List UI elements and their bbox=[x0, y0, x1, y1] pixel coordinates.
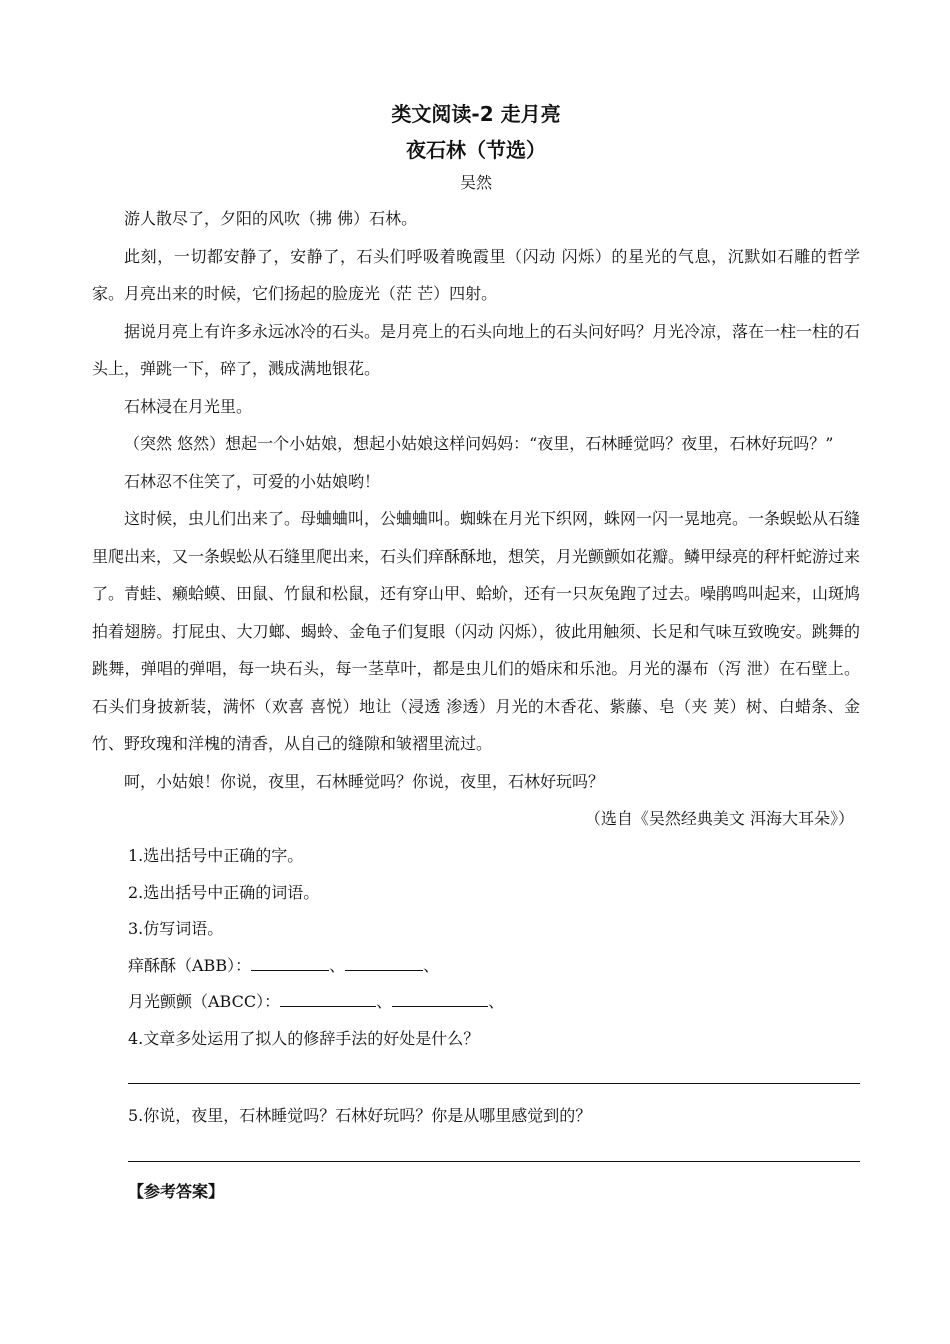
question-1: 1.选出括号中正确的字。 bbox=[128, 846, 304, 865]
answer-heading: 【参考答案】 bbox=[128, 1181, 225, 1201]
answer-line-5[interactable] bbox=[128, 1161, 860, 1162]
abb-label: 痒酥酥（ABB）： bbox=[128, 955, 252, 975]
article-paragraph: 此刻，一切都安静了，安静了，石头们呼吸着晚霞里（闪动 闪烁）的星光的气息，沉默如石雕的哲学家。月亮出来的时候，它们扬起的脸庞光（茫 芒）四射。 bbox=[92, 246, 860, 303]
article-paragraph: 据说月亮上有许多永远冰冷的石头。是月亮上的石头向地上的石头问好吗？月光冷凉，落在一柱一柱的石头上，弹跳一下，碎了，溅成满地银花。 bbox=[92, 321, 861, 378]
separator: 、 bbox=[488, 992, 505, 1011]
abb-blank-2[interactable] bbox=[345, 954, 423, 971]
abcc-label: 月光颤颤（ABCC）： bbox=[128, 992, 281, 1011]
article-paragraph: （突然 悠然）想起一个小姑娘，想起小姑娘这样问妈妈：“夜里，石林睡觉吗？夜里，石林好玩吗？” bbox=[124, 434, 834, 453]
article-paragraph: 呵，小姑娘！你说，夜里，石林睡觉吗？你说，夜里，石林好玩吗？ bbox=[124, 771, 605, 791]
article-paragraph: 这时候，虫儿们出来了。母蛐蛐叫，公蛐蛐叫。蜘蛛在月光下织网，蛛网一闪一晃地亮。一条蜈蚣从石缝里爬出来，又一条蜈蚣从石缝里爬出来，石头们痒酥酥地，想笑，月光颤颤如花瓣。鳞甲绿亮的秤杆蛇游过来了。青蛙、癞蛤蟆、田鼠、竹鼠和松鼠，还有穿山甲、蛤蚧，还有一只灰兔跑了过去。噪鹃鸣叫起来，山斑鸠拍着翅膀。打屁虫、大刀螂、蝎蛉、金龟子们复眼（闪动 闪烁），彼此用触须、长足和气味互致晚安。跳舞的跳舞，弹唱的弹唱，每一块石头，每一茎草叶，都是虫儿们的婚床和乐池。月光的瀑布（泻 泄）在石壁上。石头们身披新装，满怀（欢喜 喜悦）地让（浸透 渗透）月光的木香花、紫藤、皂（夹 荚）树、白蜡条、金竹、野玫瑰和洋槐的清香，从自己的缝隙和皱褶里流过。 bbox=[92, 509, 861, 753]
article-title: 夜石林（节选） bbox=[406, 138, 546, 162]
article-author: 吴然 bbox=[459, 173, 492, 192]
abb-blank-1[interactable] bbox=[251, 954, 329, 971]
article-paragraph: 游人散尽了，夕阳的风吹（拂 佛）石林。 bbox=[124, 209, 418, 228]
question-2: 2.选出括号中正确的词语。 bbox=[128, 882, 320, 902]
abcc-row bbox=[92, 984, 860, 1021]
question-3: 3.仿写词语。 bbox=[128, 919, 224, 938]
article-source: （选自《吴然经典美文 洱海大耳朵》） bbox=[584, 809, 854, 828]
article-paragraph: 石林忍不住笑了，可爱的小姑娘哟！ bbox=[124, 471, 381, 491]
separator: 、 bbox=[329, 955, 346, 975]
question-5: 5.你说，夜里，石林睡觉吗？石林好玩吗？你是从哪里感觉到的？ bbox=[128, 1106, 592, 1125]
separator: 、 bbox=[376, 992, 393, 1011]
question-4: 4.文章多处运用了拟人的修辞手法的好处是什么？ bbox=[128, 1028, 480, 1048]
abcc-blank-1[interactable] bbox=[280, 990, 376, 1007]
abb-row bbox=[92, 948, 860, 985]
separator: 、 bbox=[423, 955, 440, 975]
worksheet-page bbox=[92, 96, 860, 1210]
answer-line-4[interactable] bbox=[128, 1083, 860, 1084]
abcc-blank-2[interactable] bbox=[392, 990, 488, 1007]
article-paragraph: 石林浸在月光里。 bbox=[124, 396, 253, 416]
worksheet-title: 类文阅读-2 走月亮 bbox=[391, 102, 561, 126]
